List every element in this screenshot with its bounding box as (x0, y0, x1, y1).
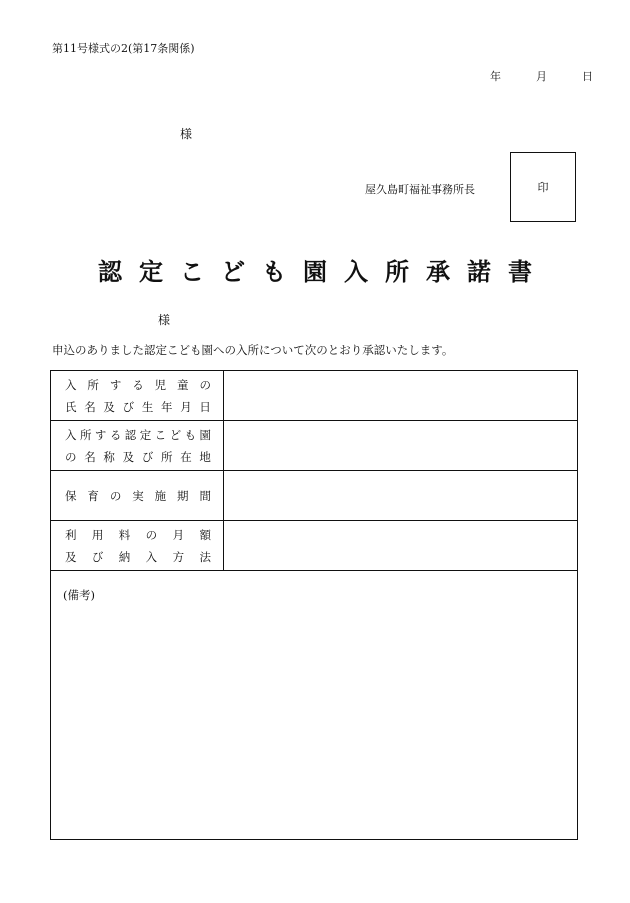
seal-box (510, 152, 576, 222)
remarks-cell (51, 571, 578, 840)
remarks-label: (備考) (63, 588, 95, 602)
table-row (51, 371, 578, 421)
table-row (51, 421, 578, 471)
row-label-line: 入 所 す る 児 童 の (65, 377, 211, 392)
date-day-label: 日 (582, 70, 593, 83)
issuer-name: 屋久島町福祉事務所長 (365, 183, 475, 196)
intro-text: 申込のありました認定こども園への入所について次のとおり承認いたします。 (52, 343, 454, 357)
addressee-bottom: 様 (158, 313, 171, 327)
date-line (490, 68, 593, 84)
row-label-line: 利 用 料 の 月 額 (65, 527, 211, 542)
row-label-line: 入 所 す る 認 定 こ ど も 園 (65, 427, 211, 442)
row-label (51, 521, 224, 571)
row-label (51, 421, 224, 471)
document-title: 認定こども園入所承諾書 (98, 257, 549, 286)
row-value-cell[interactable] (224, 471, 578, 521)
row-label-line: 及 び 納 入 方 法 (65, 549, 211, 564)
remarks-row (51, 571, 578, 840)
row-label (51, 471, 224, 521)
date-year-label: 年 (490, 70, 501, 83)
row-label (51, 371, 224, 421)
form-number: 第11号様式の2(第17条関係) (52, 42, 195, 55)
table-row (51, 521, 578, 571)
seal-label: 印 (537, 181, 549, 194)
table-row (51, 471, 578, 521)
row-label-line: 氏 名 及 び 生 年 月 日 (65, 399, 211, 414)
row-value-cell[interactable] (224, 521, 578, 571)
approval-table (50, 370, 578, 840)
date-month-label: 月 (536, 70, 547, 83)
row-value-cell[interactable] (224, 421, 578, 471)
row-label-line: の 名 称 及 び 所 在 地 (65, 449, 211, 464)
addressee-top: 様 (180, 127, 193, 141)
row-label-line: 保 育 の 実 施 期 間 (65, 488, 211, 503)
row-value-cell[interactable] (224, 371, 578, 421)
